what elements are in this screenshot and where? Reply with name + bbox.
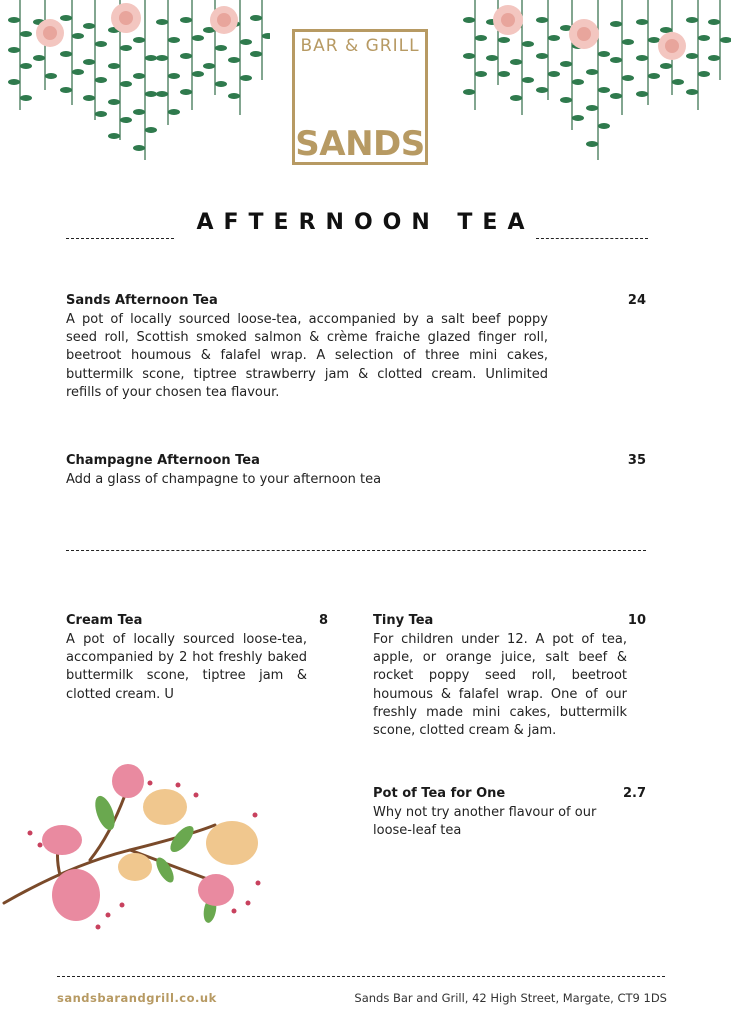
menu-item-name: Sands Afternoon Tea [66, 293, 218, 308]
menu-item-description: For children under 12. A pot of tea, apple, or orange juice, salt beef & rocket poppy seed roll, beetroot houmous & falafel wrap. One of our freshly made mini cakes, buttermilk scone, clotted cream & jam. [373, 632, 627, 739]
menu-item-price: 24 [627, 293, 646, 308]
page-title: AFTERNOON TEA [196, 210, 535, 235]
title-divider-right [536, 238, 648, 239]
menu-item-description: A pot of locally sourced loose-tea, accompanied by a salt beef poppy seed roll, Scottish smoked salmon & crème fraiche glazed finger roll, beetroot houmous & falafel wrap. A selection of three mini cakes, buttermilk scone, tiptree strawberry jam & clotted cream. Unlimited refills of your chosen tea flavour. [66, 312, 548, 400]
menu-item-name: Tiny Tea [373, 613, 434, 628]
menu-item-name: Champagne Afternoon Tea [66, 453, 260, 468]
menu-item-description: A pot of locally sourced loose-tea, accompanied by 2 hot freshly baked buttermilk scone, tiptree jam & clotted cream. U [66, 632, 307, 702]
logo-subtitle: BAR & GRILL [300, 36, 420, 56]
menu-item-price: 2.7 [622, 786, 646, 801]
footer-address: Sands Bar and Grill, 42 High Street, Margate, CT9 1DS [354, 991, 667, 1005]
blossom-branch-illustration [0, 755, 275, 935]
menu-item-price: 8 [318, 613, 328, 628]
menu-item-description: Add a glass of champagne to your afternoon tea [66, 472, 382, 487]
menu-item-price: 10 [627, 613, 646, 628]
logo-name: SANDS [295, 124, 425, 164]
brand-logo [292, 29, 428, 165]
menu-item-name: Pot of Tea for One [373, 786, 506, 801]
menu-item-name: Cream Tea [66, 613, 143, 628]
hanging-leaves-left-illustration [0, 0, 270, 165]
menu-item-price: 35 [627, 453, 646, 468]
section-divider [66, 550, 646, 551]
hanging-leaves-right-illustration [460, 0, 731, 165]
title-divider-left [66, 238, 174, 239]
website-link[interactable]: sandsbarandgrill.co.uk [57, 991, 217, 1005]
menu-item-description: Why not try another flavour of our loose-leaf tea [373, 805, 597, 839]
footer-divider [57, 976, 665, 977]
